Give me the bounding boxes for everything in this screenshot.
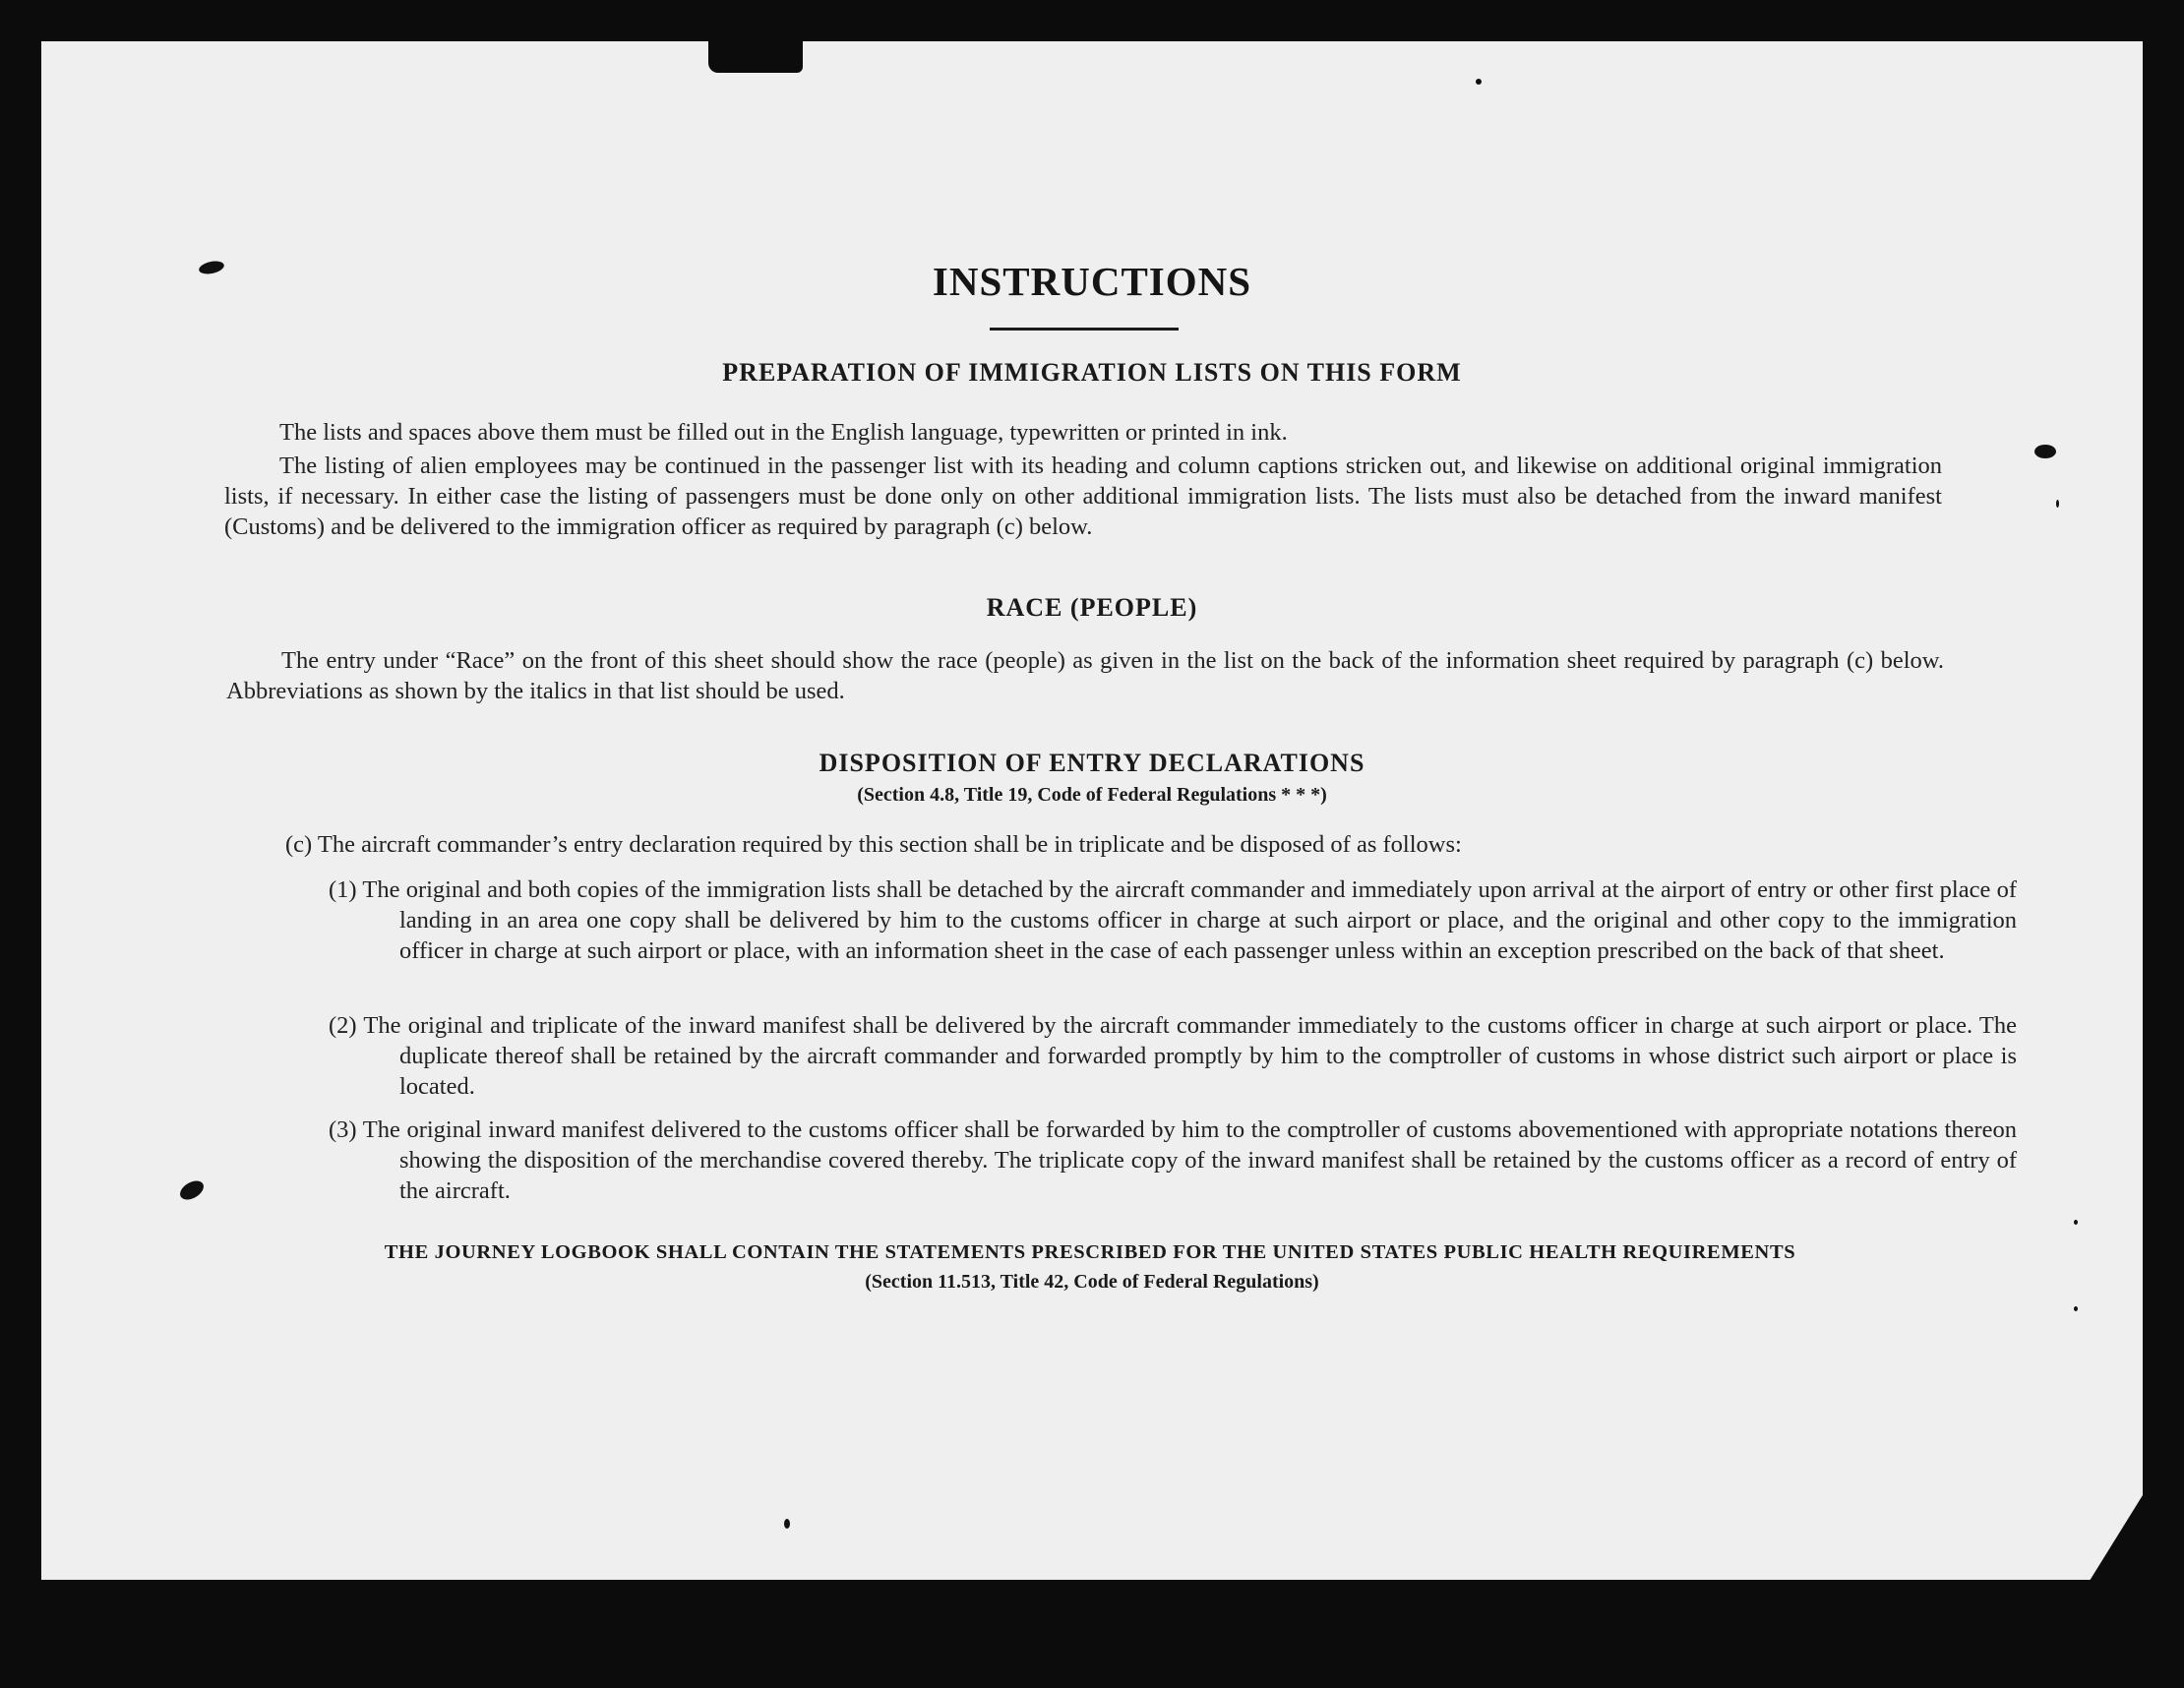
heading-disposition: DISPOSITION OF ENTRY DECLARATIONS bbox=[819, 749, 1365, 777]
prep-paragraph-1: The lists and spaces above them must be filled out in the English language, typewritten or printed in ink. bbox=[279, 419, 1288, 446]
disposition-citation: (Section 4.8, Title 19, Code of Federal Regulations * * *) bbox=[857, 784, 1327, 806]
disposition-item-1: (1) The original and both copies of the immigration lists shall be detached by the aircraft commander and immediately upon arrival at the airport of entry or other first place of landing in an area one copy shall be delivered by him to the customs officer in charge at such airport or place, and the original and other copy to the immigration officer in charge at such airport or place, with an information sheet in the case of each passenger unless within an exception prescribed on the back of that sheet. bbox=[329, 876, 2017, 964]
race-paragraph: The entry under “Race” on the front of this sheet should show the race (people) as given in the list on the back of the information sheet required by paragraph (c) below. Abbreviations as shown by the italics in that list should be used. bbox=[226, 647, 1944, 704]
heading-race: RACE (PEOPLE) bbox=[986, 593, 1198, 622]
title-underline bbox=[990, 328, 1179, 331]
heading-preparation: PREPARATION OF IMMIGRATION LISTS ON THIS FORM bbox=[722, 358, 1462, 387]
ink-speck bbox=[784, 1519, 790, 1529]
ink-speck bbox=[1476, 79, 1482, 85]
ink-speck bbox=[2074, 1306, 2078, 1311]
ink-speck bbox=[2056, 500, 2059, 508]
ink-speck bbox=[2074, 1220, 2078, 1225]
disposition-item-2: (2) The original and triplicate of the inward manifest shall be delivered by the aircraft commander immediately to the customs officer in charge at such airport or place. The duplicate thereof shall be retained by the aircraft commander and forwarded promptly by him to the comptroller of customs in whose district such airport or place is located. bbox=[329, 1012, 2017, 1100]
punch-notch bbox=[708, 37, 803, 73]
footer-citation: (Section 11.513, Title 42, Code of Federal Regulations) bbox=[865, 1271, 1319, 1293]
footer-statement: THE JOURNEY LOGBOOK SHALL CONTAIN THE STATEMENTS PRESCRIBED FOR THE UNITED STATES PUBLIC HEALTH REQUIREMENTS bbox=[384, 1241, 1796, 1263]
prep-paragraph-2: The listing of alien employees may be continued in the passenger list with its heading and column captions stricken out, and likewise on additional original immigration lists, if necessary. In either case the listing of passengers must be done only on other additional immigration lists. The lists must also be detached from the inward manifest (Customs) and be delivered to the immigration officer as required by paragraph (c) below. bbox=[224, 452, 1942, 540]
ink-speck bbox=[2034, 445, 2056, 458]
disposition-item-3: (3) The original inward manifest delivered to the customs officer shall be forwarded by him to the comptroller of customs abovementioned with appropriate notations thereon showing the disposition of the merchandise covered thereby. The triplicate copy of the inward manifest shall be retained by the customs officer as a record of entry of the aircraft. bbox=[329, 1116, 2017, 1204]
disposition-intro: (c) The aircraft commander’s entry declaration required by this section shall be in triplicate and be disposed of as follows: bbox=[285, 831, 1462, 858]
document-title: INSTRUCTIONS bbox=[932, 259, 1252, 304]
